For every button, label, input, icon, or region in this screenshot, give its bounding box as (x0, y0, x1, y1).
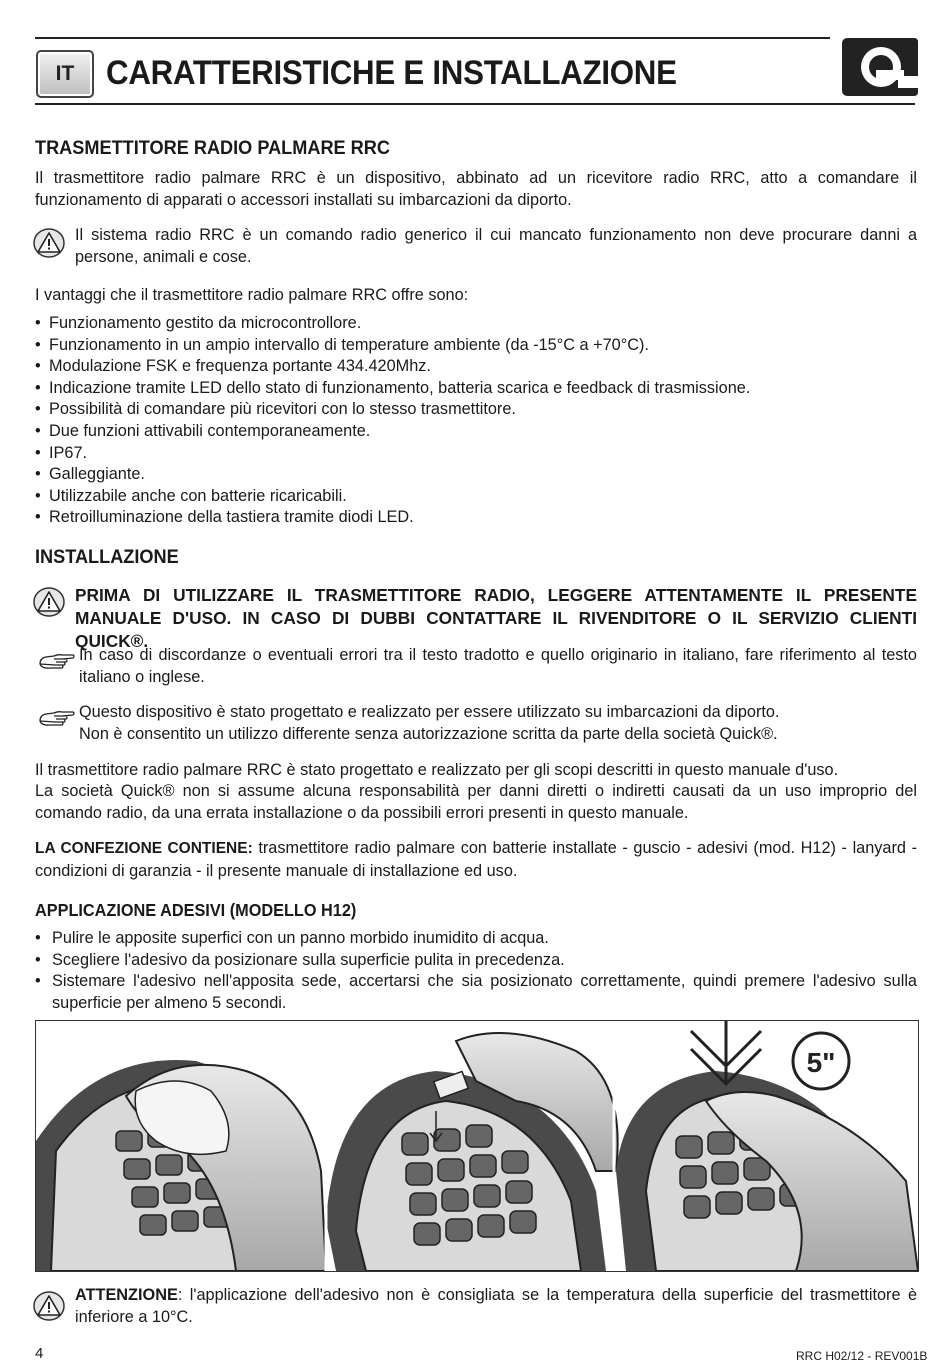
sticker-steps-list (35, 928, 917, 1014)
package-contents-text: trasmettitore radio palmare con batterie installate - guscio - adesivi (mod. H12) - lanyard - condizioni di garanzia - il presente manuale di installazione ed uso. (35, 839, 918, 880)
section-title-stickers: APPLICAZIONE ADESIVI (MODELLO H12) (35, 900, 357, 920)
list-item: • Funzionamento gestito da microcontrollore. (35, 313, 917, 335)
transmitter-intro: Il trasmettitore radio palmare RRC è un dispositivo, abbinato ad un ricevitore radio RRC, atto a comandare il funzionamento di apparati o accessori installati su imbarcazioni da diporto. (35, 169, 917, 209)
list-item: • Sistemare l'adesivo nell'apposita sede, accertarsi che sia posizionato correttamente, quindi premere l'adesivo sulla superficie per almeno 5 secondi. (35, 971, 917, 1014)
list-item: • Funzionamento in un ampio intervallo di temperature ambiente (da -15°C a +70°C). (35, 335, 917, 357)
purpose-paragraph: Il trasmettitore radio palmare RRC è stato progettato e realizzato per gli scopi descritti in questo manuale d'uso. (35, 761, 839, 779)
system-warning-text: Il sistema radio RRC è un comando radio generico il cui mancato funzionamento non deve procurare danni a persone, animali e cose. (75, 226, 917, 266)
list-item: • Utilizzabile anche con batterie ricaricabili. (35, 486, 917, 508)
package-contents-label: LA CONFEZIONE CONTIENE: (35, 840, 253, 857)
list-item: • Due funzioni attivabili contemporaneamente. (35, 421, 917, 443)
quick-logo-icon (838, 36, 920, 98)
language-badge: IT (36, 50, 94, 98)
list-item: • Possibilità di comandare più ricevitori con lo stesso trasmettitore. (35, 399, 917, 421)
list-item: • Scegliere l'adesivo da posizionare sulla superficie pulita in precedenza. (35, 950, 917, 972)
document-revision: RRC H02/12 - REV001B (796, 1349, 928, 1363)
usage-note-line2: Non è consentito un utilizzo differente senza autorizzazione scritta da parte della società Quick®. (79, 725, 778, 743)
header-rule-top (35, 37, 830, 39)
package-contents (35, 837, 917, 882)
attention-label: ATTENZIONE (75, 1286, 178, 1304)
pointing-hand-icon (38, 707, 76, 731)
warning-icon (33, 228, 65, 258)
panel-position (326, 1033, 618, 1271)
seconds-badge: 5" (806, 1047, 836, 1078)
list-item: • Retroilluminazione della tastiera tramite diodi LED. (35, 507, 917, 529)
page-number: 4 (35, 1345, 44, 1362)
list-item: • Indicazione tramite LED dello stato di funzionamento, batteria scarica e feedback di trasmissione. (35, 378, 917, 400)
panel-press (616, 1021, 918, 1271)
panel-clean (36, 1060, 326, 1271)
temperature-warning (75, 1284, 917, 1328)
illustration-drawing (36, 1021, 918, 1271)
list-item: • Galleggiante. (35, 464, 917, 486)
list-item: • Modulazione FSK e frequenza portante 434.420Mhz. (35, 356, 917, 378)
header-rule-bottom (35, 103, 915, 105)
list-item: • IP67. (35, 443, 917, 465)
sticker-application-illustration (35, 1020, 919, 1272)
attention-text: : l'applicazione dell'adesivo non è consigliata se la temperatura della superficie del trasmettitore è inferiore a 10°C. (75, 1286, 917, 1326)
pointing-hand-icon (38, 650, 76, 674)
usage-note-line1: Questo dispositivo è stato progettato e realizzato per essere utilizzato su imbarcazioni da diporto. (79, 703, 780, 721)
advantages-intro: I vantaggi che il trasmettitore radio palmare RRC offre sono: (35, 286, 469, 304)
read-manual-warning: PRIMA DI UTILIZZARE IL TRASMETTITORE RADIO, LEGGERE ATTENTAMENTE IL PRESENTE MANUALE D'USO. IN CASO DI DUBBI CONTATTARE IL RIVENDITORE O IL SERVIZIO CLIENTI QUICK®. (75, 585, 917, 651)
warning-icon (33, 587, 65, 617)
advantages-list (35, 313, 917, 529)
page-title: CARATTERISTICHE E INSTALLAZIONE (106, 54, 677, 92)
section-title-installation: INSTALLAZIONE (35, 546, 179, 568)
section-title-transmitter: TRASMETTITORE RADIO PALMARE RRC (35, 137, 390, 159)
warning-icon (33, 1291, 65, 1321)
translation-note: In caso di discordanze o eventuali errori tra il testo tradotto e quello originario in italiano, fare riferimento al testo italiano o inglese. (79, 646, 917, 686)
list-item: • Pulire le apposite superfici con un panno morbido inumidito di acqua. (35, 928, 917, 950)
liability-paragraph: La società Quick® non si assume alcuna responsabilità per danni diretti o indiretti causati da un uso improprio del comando radio, da una errata installazione o da possibili errori presenti in questo manuale. (35, 782, 917, 822)
